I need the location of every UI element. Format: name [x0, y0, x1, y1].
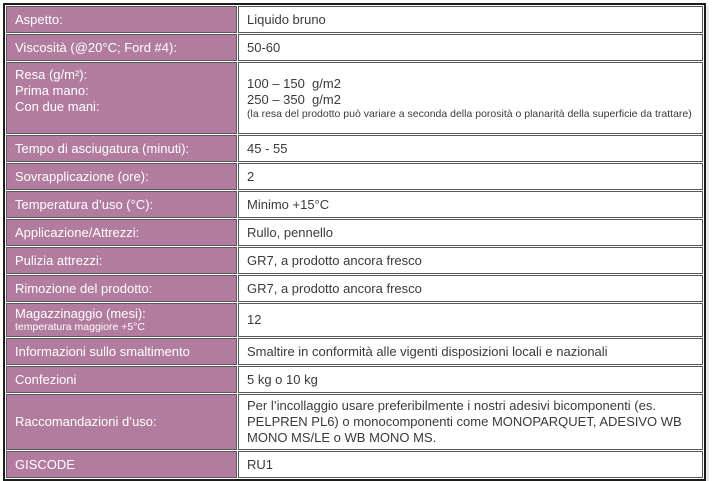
- spec-value: RU1: [247, 456, 274, 472]
- spec-value-cell: [238, 338, 703, 365]
- spec-value: 50-60: [247, 39, 281, 55]
- spec-label: Temperatura d’uso (°C):: [15, 196, 154, 212]
- spec-row-temperatura-uso: [6, 191, 703, 218]
- spec-label-cell: [6, 303, 237, 337]
- spec-label-cell: [6, 275, 237, 302]
- spec-value-cell: [238, 247, 703, 274]
- spec-value-note: (la resa del prodotto può variare a seconda della porosità o planarità della superficie da trattare): [247, 107, 692, 120]
- spec-label-cell: [6, 219, 237, 246]
- spec-value-cell: [238, 451, 703, 478]
- spec-row-pulizia-attrezzi: [6, 247, 703, 274]
- spec-row-rimozione-prodotto: [6, 275, 703, 302]
- spec-value: 2: [247, 168, 255, 184]
- spec-value-cell: [238, 62, 703, 134]
- spec-value: GR7, a prodotto ancora fresco: [247, 280, 422, 296]
- spec-value: Rullo, pennello: [247, 224, 334, 240]
- spec-label: Applicazione/Attrezzi:: [15, 224, 140, 240]
- spec-label: Magazzinaggio (mesi):: [15, 306, 146, 321]
- spec-value: Minimo +15°C: [247, 196, 330, 212]
- spec-label-cell: [6, 34, 237, 61]
- spec-label-line: Prima mano:: [15, 83, 89, 98]
- spec-label: Aspetto:: [15, 11, 63, 27]
- spec-value-cell: [238, 394, 703, 450]
- spec-value: Per l’incollaggio usare preferibilmente i nostri adesivi bicomponenti (es. PELPREN PL6) o monocomponenti come MONOPARQUET, ADESIVO WB MONO MS/LE o WB MONO MS.: [247, 398, 682, 445]
- spec-value: 45 - 55: [247, 140, 288, 156]
- spec-label: Informazioni sullo smaltimento: [15, 343, 190, 359]
- spec-label: Confezioni: [15, 371, 77, 387]
- spec-label-cell: [6, 62, 237, 134]
- spec-row-sovrapplicazione: [6, 163, 703, 190]
- spec-label: Resa (g/m²):: [15, 67, 88, 82]
- spec-label: Viscosità (@20°C; Ford #4):: [15, 39, 177, 55]
- spec-label-cell: [6, 394, 237, 450]
- spec-row-confezioni: [6, 366, 703, 393]
- spec-label-note: temperatura maggiore +5°C: [15, 321, 145, 333]
- spec-label-line: Con due mani:: [15, 99, 100, 114]
- spec-value: Smaltire in conformità alle vigenti disposizioni locali e nazionali: [247, 343, 608, 359]
- spec-row-giscode: [6, 451, 703, 478]
- spec-label: GISCODE: [15, 456, 75, 472]
- spec-value-cell: [238, 191, 703, 218]
- spec-label-cell: [6, 6, 237, 33]
- spec-label: Pulizia attrezzi:: [15, 252, 103, 268]
- spec-label: Raccomandazioni d’uso:: [15, 414, 157, 429]
- product-spec-table: [3, 3, 706, 481]
- spec-value: Liquido bruno: [247, 11, 326, 27]
- spec-label: Rimozione del prodotto:: [15, 280, 153, 296]
- spec-value-cell: [238, 135, 703, 162]
- spec-label-cell: [6, 451, 237, 478]
- spec-label-cell: [6, 247, 237, 274]
- spec-value-line: 100 – 150 g/m2: [247, 75, 341, 91]
- spec-row-raccomandazioni: [6, 394, 703, 450]
- spec-label-cell: [6, 338, 237, 365]
- spec-value-cell: [238, 163, 703, 190]
- spec-value: GR7, a prodotto ancora fresco: [247, 252, 422, 268]
- spec-label-cell: [6, 191, 237, 218]
- spec-label-cell: [6, 163, 237, 190]
- spec-label-cell: [6, 135, 237, 162]
- spec-value: 12: [247, 312, 262, 327]
- spec-value-cell: [238, 34, 703, 61]
- spec-label-cell: [6, 366, 237, 393]
- spec-row-aspetto: [6, 6, 703, 33]
- spec-value-line: 250 – 350 g/m2: [247, 91, 341, 107]
- spec-row-applicazione: [6, 219, 703, 246]
- spec-row-tempo-asciugatura: [6, 135, 703, 162]
- spec-value-cell: [238, 366, 703, 393]
- spec-row-resa: [6, 62, 703, 134]
- spec-value-cell: [238, 303, 703, 337]
- spec-row-smaltimento: [6, 338, 703, 365]
- spec-row-viscosita: [6, 34, 703, 61]
- spec-row-magazzinaggio: [6, 303, 703, 337]
- spec-value-cell: [238, 6, 703, 33]
- spec-label: Sovrapplicazione (ore):: [15, 168, 149, 184]
- spec-value-cell: [238, 275, 703, 302]
- spec-value-cell: [238, 219, 703, 246]
- spec-value: 5 kg o 10 kg: [247, 371, 318, 387]
- spec-label: Tempo di asciugatura (minuti):: [15, 140, 190, 156]
